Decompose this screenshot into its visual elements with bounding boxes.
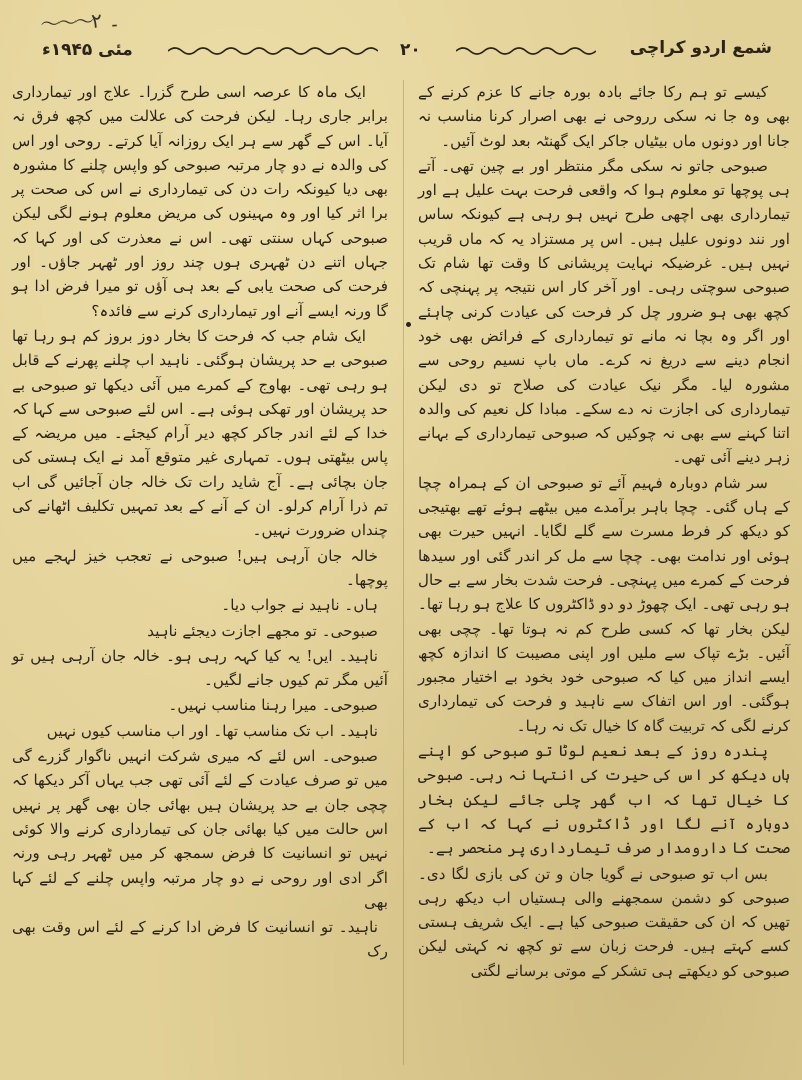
margin-dot <box>406 322 411 327</box>
page-header <box>0 34 802 74</box>
dialogue-line: صبوحی۔ میرا رہنا مناسب نہیں۔ <box>168 696 378 715</box>
right-text-column <box>418 80 790 984</box>
handwritten-scribble: 〜〜〜۔ ۲ <box>39 6 121 37</box>
dialogue-line: ہاں۔ ناہید نے جواب دیا۔ <box>221 596 378 615</box>
paragraph: سر شام دوبارہ فہیم آئے تو صبوحی ان کے ہمراہ چچا کے ہاں گئی۔ چچا باہر برآمدے میں بیٹھے ہوئے تھے بھتیجی کو دیکھ کر فرط مسرت سے گلے لگایا۔ انہیں حیرت بھی ہوئی اور ندامت بھی۔ چچا سے مل کر اندر گئی اور سیدھا فرحت کے کمرے میں پہنچی۔ فرحت شدت بخار سے بے حال ہو رہی تھی۔ ایک چھوڑ دو دو ڈاکٹروں کا علاج ہو رہا تھا۔ لیکن بخار تھا کہ کسی طرح کم نہ ہوتا تھا۔ چچی بھی آئیں۔ بڑے تپاک سے ملیں اور اپنی مصیبت کا اندازہ کچھ ایسے انداز میں کیا کہ صبوحی خود بخود بے اختیار مجبور ہوگئی۔ اور اس اتفاک سے ناہید و فرحت کی تیمارداری کرنے لگی کہ تربیت گاہ کا خیال تک نہ رہا۔ <box>418 473 790 735</box>
page-number: ۲۰ <box>400 40 421 60</box>
header-date: مئی ۱۹۴۵ء <box>42 40 133 60</box>
header-wavy-rule-left <box>168 44 378 58</box>
dialogue-line: خالہ جان آرہی ہیں! صبوحی نے تعجب خیز لہجے میں پوچھا۔ <box>12 546 388 589</box>
left-text-column <box>12 80 388 965</box>
dialogue-line: صبوحی۔ اس لئے کہ میری شرکت انہیں ناگوار گزرے گی میں تو صرف عیادت کے لئے آئی تھی جب یہاں آکر دیکھا کہ چچی جان بے حد پریشان ہیں بھائی جان بھی گھر پر نہیں اس حالت میں کیا بھائی جان کی تیمارداری کرنے والا کوئی نہیں تو انسانیت کا فرض سمجھ کر میں ٹھہر رہی ورنہ اگر ادی اور روحی نے دو چار مرتبہ واپس چلنے کے لئے کہا بھی <box>12 747 388 911</box>
paragraph: بس اب تو صبوحی نے گویا جان و تن کی بازی لگا دی۔ صبوحی کو دشمن سمجھنے والی ہستیاں اب دیکھ رہی تھیں کہ ان کی حقیقت صبوحی کیا ہے۔ ایک شریف ہستی کسے کہتے ہیں۔ فرحت زبان سے تو کچھ نہ کہتی لیکن صبوحی کو دیکھتے ہی تشکر کے موتی برسانے لگتی <box>418 864 790 980</box>
dialogue-line: ناہید۔ تو انسانیت کا فرض ادا کرنے کے لئے اس وقت بھی رک <box>12 918 388 961</box>
paragraph: کیسے تو ہم رکا جائے بادہ بورہ جانے کا عزم کرنے کے بھی وہ جا نہ سکی رروحی نے بھی اصرار کرنا مناسب نہ جانا اور دونوں ماں بیٹیاں جاکر ایک گھنٹہ بعد لوٹ آئیں۔ <box>418 83 790 150</box>
header-wavy-rule-right <box>456 44 596 58</box>
paragraph: پندرہ روز کے بعد نعیم لوٹا تو صبوحی کو اپنے ہاں دیکھ کر اس کی حیرت کی انتہا نہ رہی۔ صبوحی کا خیال تھا کہ اب گھر چلی جائے لیکن بخار دوبارہ آنے لگا اور ڈاکٹروں نے کہا کہ اب کے صحت کا دارومدار صرف تیمارداری پر منحصر ہے۔ <box>418 742 790 858</box>
paragraph: صبوحی جاتو نہ سکی مگر منتظر اور بے چین تھی۔ آتے ہی پوچھا تو معلوم ہوا کہ واقعی فرحت بہت علیل ہے اور تیمارداری بھی اچھی طرح نہیں ہو رہی ہے کیونکہ ساس اور نند دونوں علیل ہیں۔ اس پر مستزاد یہ کہ ماں قریب نہیں ہیں۔ غرضیکہ نہایت پریشانی کا وقت تھا شام تک صبوحی سوچتی رہی۔ اور آخر کار اس نتیجہ پر پہنچی کہ کچھ بھی ہو ضرور چل کر فرحت کی عیادت کرنی چاہئے اور اگر وہ بچا نہ مانے تو تیمارداری کے فرائض بھی خود انجام دینے سے دریغ نہ کرے۔ ماں باپ نسیم روحی سے مشورہ لیا۔ مگر نیک عیادت کی صلاح تو دی لیکن تیمارداری کی اجازت نہ دے سکے۔ مبادا کل نعیم کی والدہ اتنا کہنے سے بھی نہ چوکیں کہ صبوحی تیمارداری کے بہانے زہر دینے آئی تھی۔ <box>418 156 790 467</box>
magazine-title: شمع اردو کراچی <box>629 38 772 58</box>
paragraph: ایک شام جب کہ فرحت کا بخار دوز بروز کم ہو رہا تھا صبوحی بے حد پریشان ہوگئی۔ ناہید اب چلنے پھرنے کے قابل ہو رہی تھی۔ بھاوج کے کمرے میں آئی دیکھا تو صبوحی بے حد پریشان اور تھکی ہوئی ہے۔ اس لئے صبوحی سے کہا کہ خدا کے لئے اندر جاکر کچھ دیر آرام کیجئے۔ میں مریضہ کے پاس بیٹھتی ہوں۔ تمہاری غیر متوقع آمد نے ایک ہستی کی جان بچائی ہے۔ آج شاید رات تک خالہ جان آجائیں گی اب تم ذرا آرام کرلو۔ ان کے آنے کے بعد تمہیں تکلیف اٹھانے کی چنداں ضرورت نہیں۔ <box>12 326 388 540</box>
column-divider <box>403 80 404 1065</box>
dialogue-line: صبوحی۔ تو مجھے اجازت دیجئے ناہید <box>147 621 378 640</box>
dialogue-line: ناہید۔ اب تک مناسب تھا۔ اور اب مناسب کیوں نہیں <box>46 721 378 740</box>
dialogue-line: ناہید۔ ایں! یہ کیا کہہ رہی ہو۔ خالہ جان آرہی ہیں تو آئیں مگر تم کیوں جانے لگیں۔ <box>12 646 388 690</box>
paragraph: ایک ماہ کا عرصہ اسی طرح گزرا۔ علاج اور تیمارداری برابر جاری رہا۔ لیکن فرحت کی علالت میں کچھ فرق نہ آیا۔ اس کے گھر سے ہر ایک روزانہ آیا کرتے۔ روحی اور اس کی والدہ نے دو چار مرتبہ صبوحی کو واپس چلنے کا مشورہ بھی دیا کیونکہ رات دن کی تیمارداری نے اس کی صحت پر برا اثر کیا اور وہ مہینوں کی مریض معلوم ہونے لگی لیکن صبوحی کہاں سنتی تھی۔ اس نے معذرت کی اور کہا کہ جہاں اتنے دن ٹھہری ہوں چند روز اور ٹھہر جاؤں۔ اور فرحت کی صحت یابی کے بعد ہی آؤں تو میرا فرض ادا ہو گا ورنہ ایسے آنے اور تیمارداری کرنے سے فائدہ؟ <box>12 83 388 320</box>
